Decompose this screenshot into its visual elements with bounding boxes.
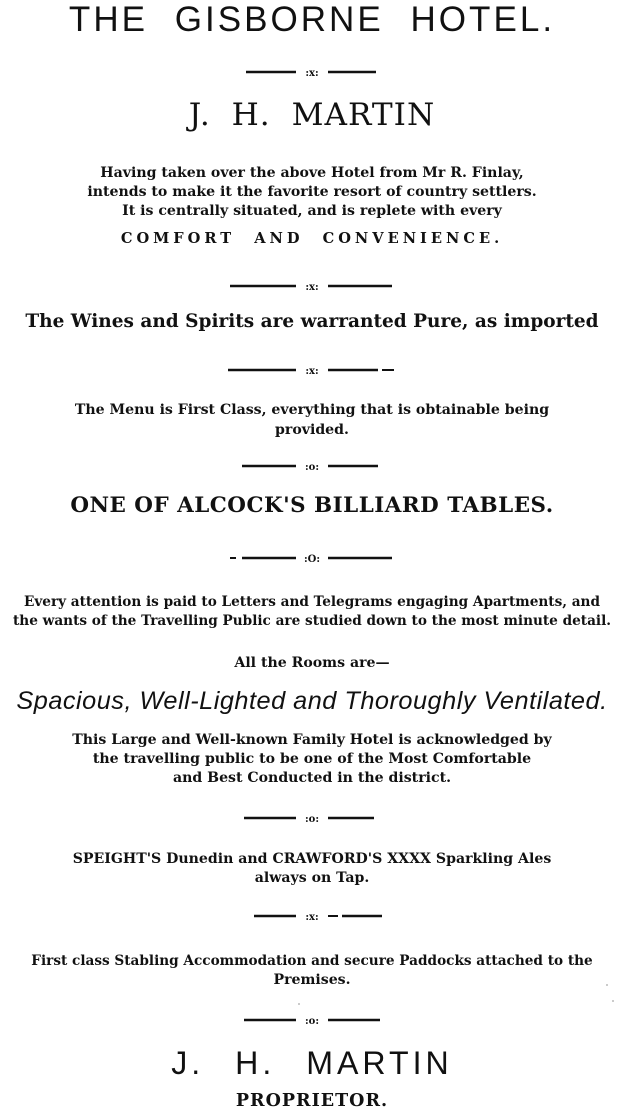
- family-line-1: This Large and Well-known Family Hotel is acknowledged by: [72, 732, 552, 748]
- wines-spirits-line: The Wines and Spirits are warranted Pure, as imported: [25, 311, 599, 332]
- divider-text: :x:: [305, 282, 319, 292]
- divider-text: :o:: [304, 462, 320, 472]
- comfort-convenience-heading: COMFORT AND CONVENIENCE.: [120, 230, 504, 247]
- rooms-intro: All the Rooms are—: [234, 655, 390, 671]
- proprietor-label: PROPRIETOR.: [235, 1091, 389, 1111]
- paper-speck: [612, 1000, 614, 1002]
- divider-text: :o:: [304, 1016, 320, 1026]
- divider-text: :O:: [303, 554, 321, 564]
- stabling-line-2: Premises.: [273, 972, 351, 988]
- ales-line-1: SPEIGHT'S Dunedin and CRAWFORD'S XXXX Sparkling Ales: [72, 851, 552, 867]
- family-line-3: and Best Conducted in the district.: [172, 770, 452, 786]
- ornamental-divider: [0, 910, 624, 922]
- intro-line-3: It is centrally situated, and is replete with every: [122, 203, 502, 219]
- billiard-tables-headline: ONE OF ALCOCK'S BILLIARD TABLES.: [70, 493, 554, 518]
- hotel-title: THE GISBORNE HOTEL.: [68, 0, 556, 39]
- ales-line-2: always on Tap.: [254, 870, 370, 886]
- ornamental-divider: [0, 1014, 624, 1026]
- footer-proprietor-name: J. H. MARTIN: [171, 1045, 453, 1081]
- ornamental-divider: [0, 812, 624, 824]
- divider-text: :o:: [304, 814, 320, 824]
- divider-text: :x:: [305, 366, 319, 376]
- attention-line-2: the wants of the Travelling Public are studied down to the most minute detail.: [13, 613, 611, 629]
- intro-line-1: Having taken over the above Hotel from Mr R. Finlay,: [100, 165, 524, 181]
- divider-text: :x:: [305, 68, 319, 78]
- ornamental-divider: [0, 364, 624, 376]
- stabling-line-1: First class Stabling Accommodation and secure Paddocks attached to the: [31, 953, 593, 969]
- ornamental-divider: [0, 66, 624, 78]
- menu-line-1: The Menu is First Class, everything that is obtainable being: [74, 402, 550, 418]
- proprietor-name-header: J. H. MARTIN: [188, 97, 436, 133]
- menu-line-2: provided.: [275, 422, 349, 438]
- paper-speck: [298, 1003, 300, 1005]
- family-line-2: the travelling public to be one of the Most Comfortable: [92, 751, 532, 767]
- paper-speck: [606, 984, 608, 986]
- divider-text: :x:: [305, 912, 319, 922]
- ornamental-divider: [0, 280, 624, 292]
- intro-line-2: intends to make it the favorite resort of country settlers.: [87, 184, 537, 200]
- attention-line-1: Every attention is paid to Letters and Telegrams engaging Apartments, and: [24, 594, 600, 610]
- ornamental-divider: [0, 460, 624, 472]
- rooms-description: Spacious, Well-Lighted and Thoroughly Ventilated.: [16, 687, 608, 715]
- ornamental-divider: [0, 552, 624, 564]
